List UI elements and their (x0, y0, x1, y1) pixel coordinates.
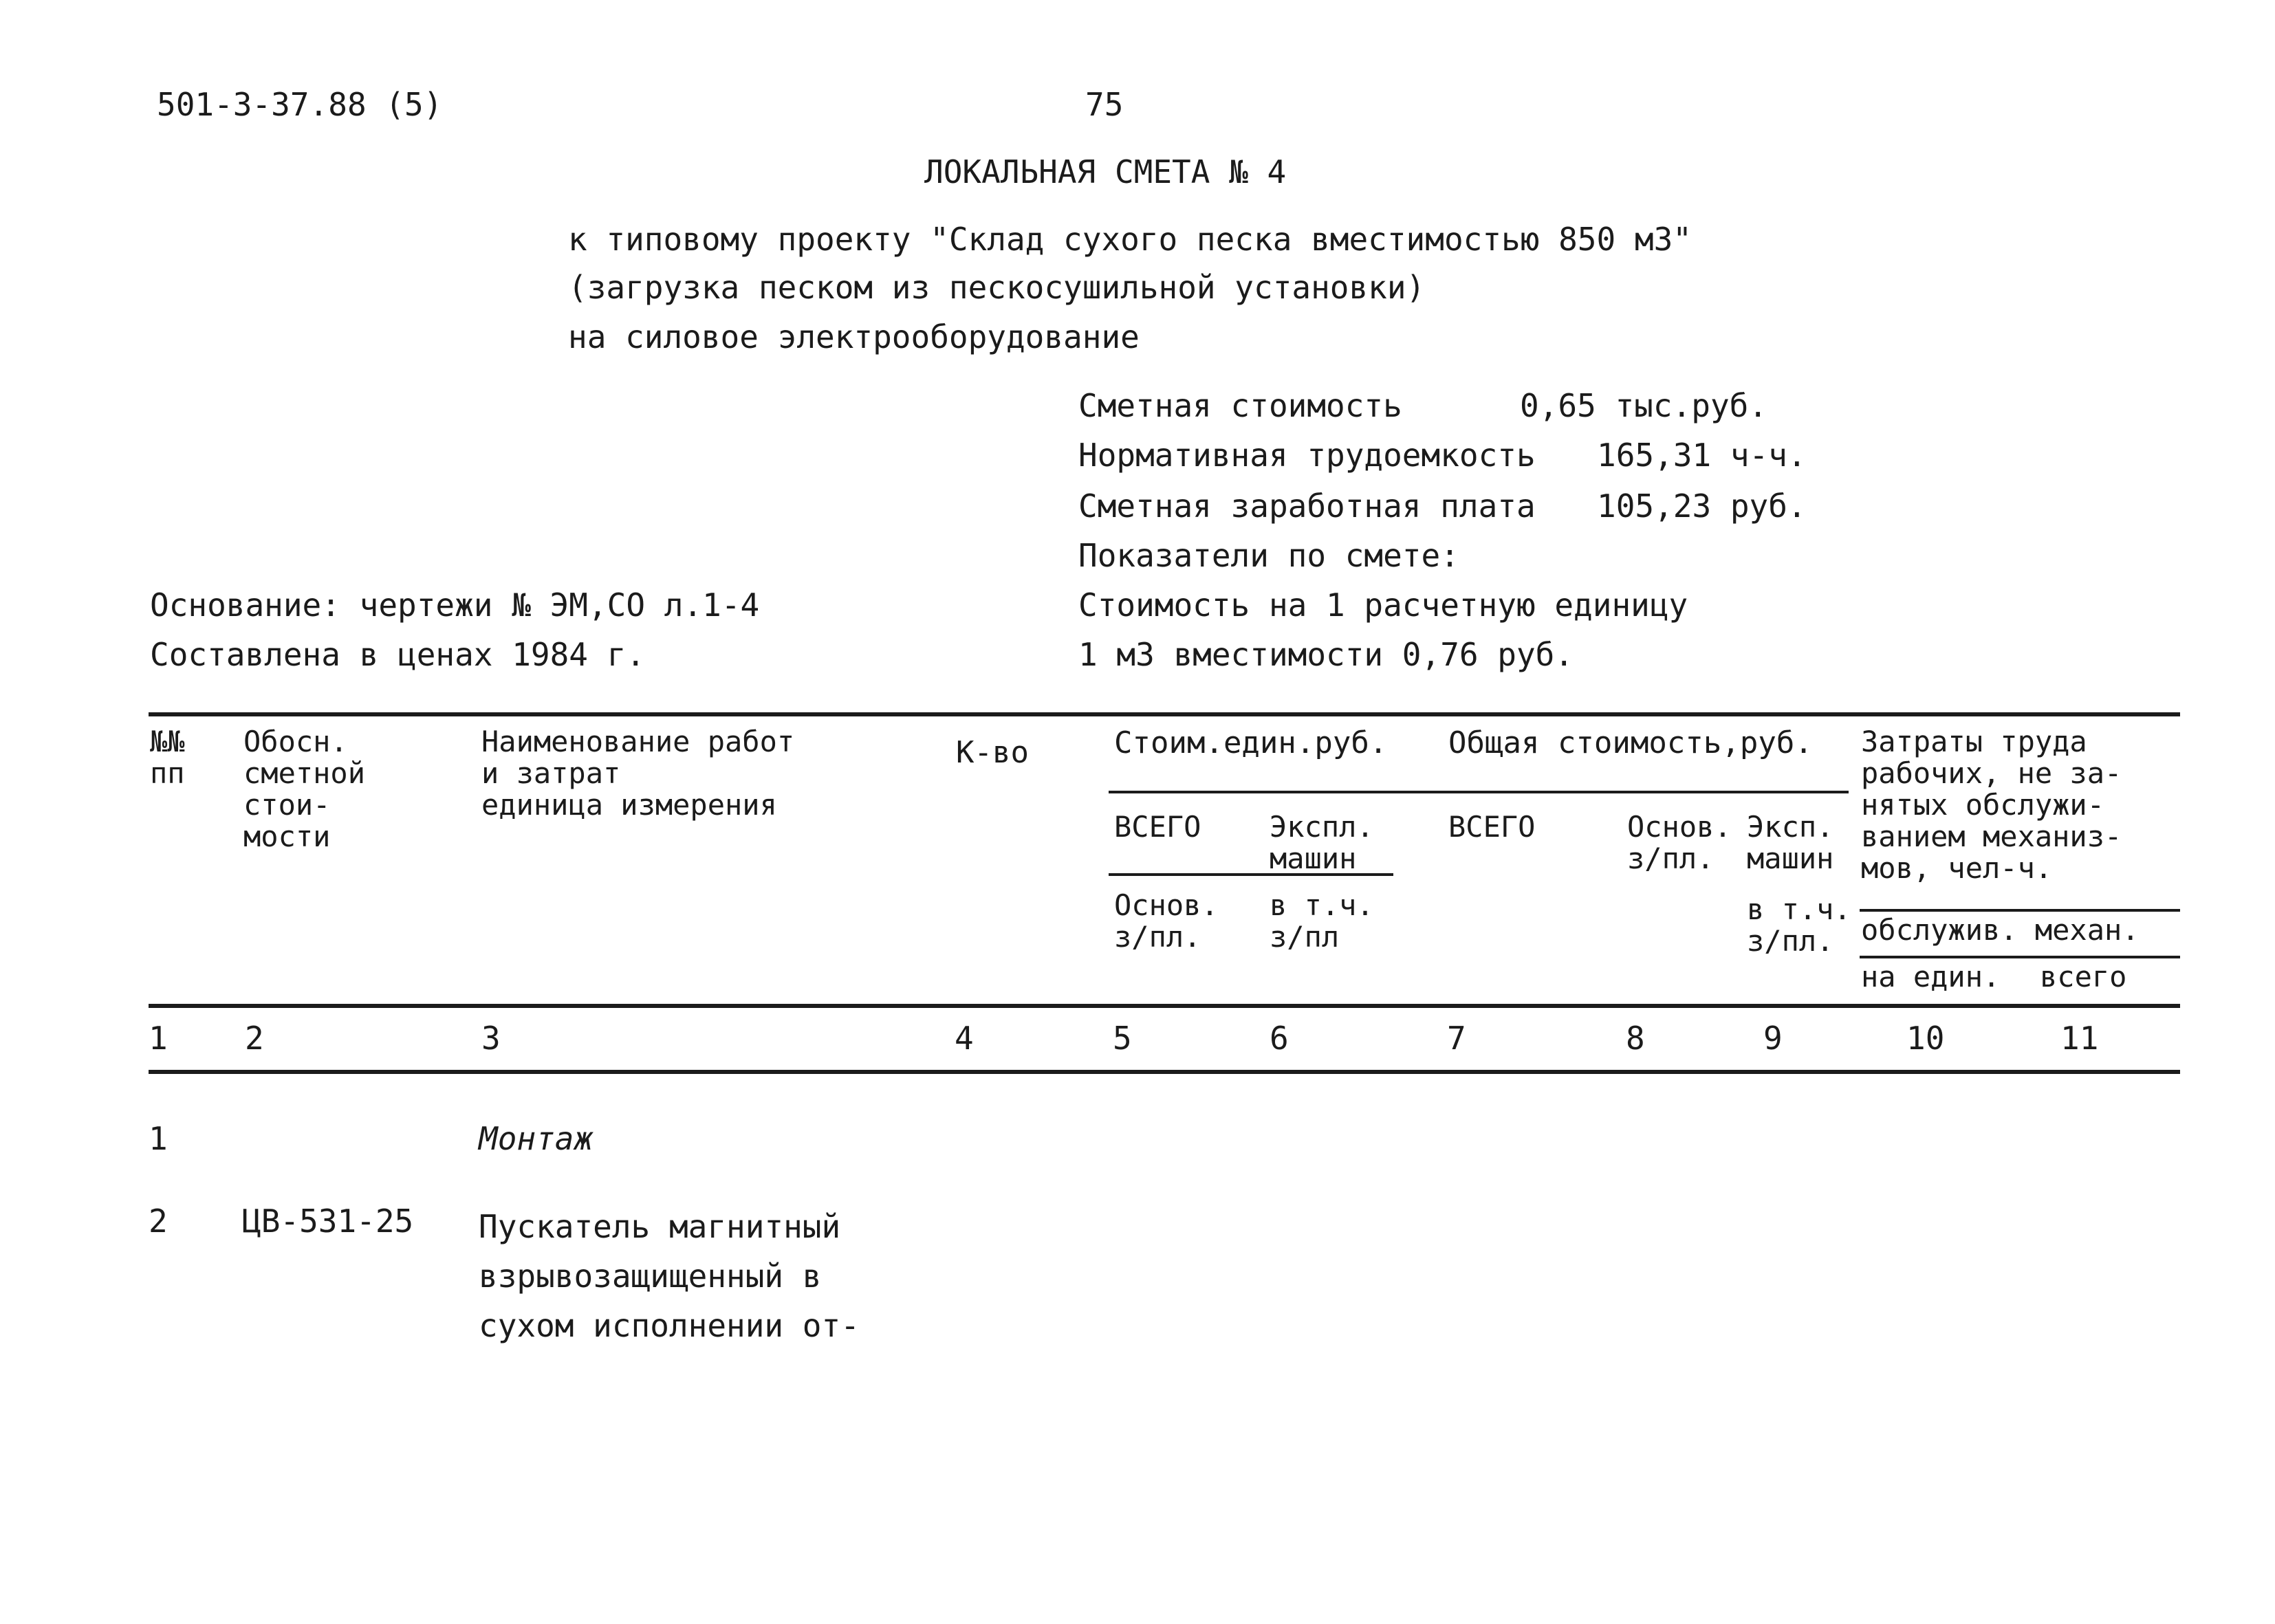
summary-cost-value: 0,65 тыс.руб. (1520, 387, 1768, 424)
header-row-number: №№ пп (150, 725, 185, 790)
document-code: 501-3-37.88 (5) (157, 86, 443, 123)
column-number: 3 (481, 1020, 501, 1057)
header-labor-service: обслужив. механ. (1861, 913, 2140, 947)
column-number: 4 (955, 1020, 974, 1057)
page-number: 75 (1085, 86, 1124, 123)
header-total-machines: Эксп. машин (1747, 810, 1834, 875)
summary-cost-label: Сметная стоимость (1078, 387, 1402, 424)
header-total-incl-wages: в т.ч. з/пл. (1747, 892, 1851, 958)
summary-labor-label: Нормативная трудоемкость (1078, 437, 1536, 474)
header-quantity: К-во (956, 735, 1029, 770)
column-number: 10 (1906, 1020, 1945, 1057)
column-number: 6 (1270, 1020, 1289, 1057)
subtitle-line-1: к типовому проекту "Склад сухого песка вместимостью 850 м3" (568, 221, 1692, 258)
labor-subrule-2 (1860, 956, 2180, 958)
column-number: 1 (149, 1020, 168, 1057)
table-top-rule (149, 712, 2180, 716)
column-number: 9 (1763, 1020, 1783, 1057)
row-number: 2 (149, 1203, 168, 1240)
header-labor-per-unit: на един. (1861, 960, 2001, 994)
header-cost-basis: Обосн. сметной стои- мости (243, 725, 366, 853)
basis-drawings: Основание: чертежи № ЭМ,СО л.1-4 (150, 586, 760, 624)
column-number: 11 (2060, 1020, 2099, 1057)
row-cost-basis: ЦВ-531-25 (242, 1203, 414, 1240)
summary-wages-label: Сметная заработная плата (1078, 487, 1536, 525)
cost-group-underline (1109, 791, 1849, 793)
summary-unit-cost-label: Стоимость на 1 расчетную единицу (1078, 586, 1688, 624)
row-number: 1 (149, 1120, 168, 1157)
summary-labor-value: 165,31 ч-ч. (1597, 437, 1807, 474)
document-title: ЛОКАЛЬНАЯ СМЕТА № 4 (924, 153, 1287, 190)
header-unit-incl-wages: в т.ч. з/пл (1270, 888, 1374, 954)
header-unit-wages: Основ. з/пл. (1114, 888, 1219, 954)
header-labor-group: Затраты труда рабочих, не за- нятых обслужи- ванием механиз- мов, чел-ч. (1861, 725, 2122, 885)
header-unit-machines: Экспл. машин (1270, 810, 1374, 875)
header-total-cost-group: Общая стоимость,руб. (1448, 725, 1813, 760)
header-work-name: Наименование работ и затрат единица измерения (481, 725, 795, 822)
header-labor-total: всего (2040, 960, 2127, 994)
header-bottom-rule (149, 1004, 2180, 1008)
header-total-total: ВСЕГО (1448, 810, 1536, 844)
column-number: 7 (1447, 1020, 1466, 1057)
header-unit-total: ВСЕГО (1114, 810, 1201, 844)
subtitle-line-3: на силовое электрооборудование (568, 318, 1140, 355)
column-numbers-rule (149, 1070, 2180, 1074)
row-work-name: Монтаж (479, 1120, 594, 1157)
basis-prices: Составлена в ценах 1984 г. (150, 636, 646, 673)
column-number: 2 (245, 1020, 264, 1057)
header-total-wages: Основ. з/пл. (1627, 810, 1732, 875)
summary-wages-value: 105,23 руб. (1597, 487, 1807, 525)
subtitle-line-2: (загрузка песком из пескосушильной установки) (568, 269, 1426, 306)
labor-subrule-1 (1860, 909, 2180, 912)
row-work-name: Пускатель магнитный взрывозащищенный в сухом исполнении от- (479, 1208, 860, 1344)
summary-indicators-label: Показатели по смете: (1078, 537, 1459, 574)
column-number: 5 (1113, 1020, 1132, 1057)
summary-unit-cost-line: 1 м3 вместимости 0,76 руб. (1078, 636, 1574, 673)
column-number: 8 (1626, 1020, 1645, 1057)
header-unit-cost-group: Стоим.един.руб. (1114, 725, 1388, 760)
